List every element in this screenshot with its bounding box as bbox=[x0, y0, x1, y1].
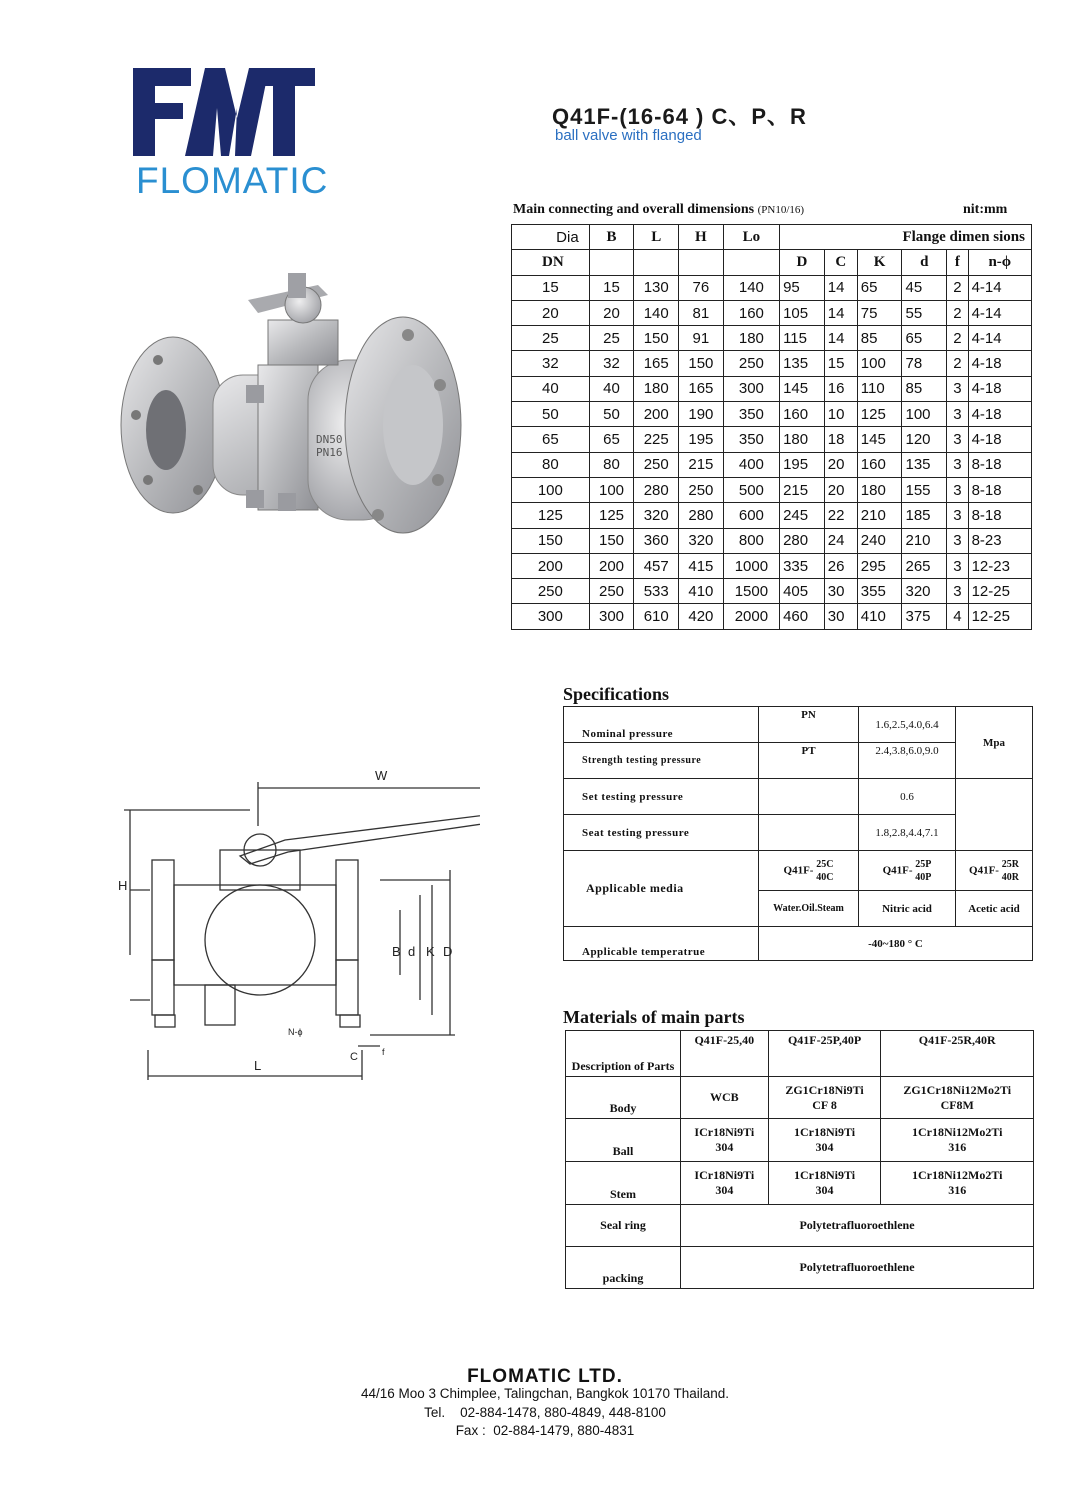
table-cell: 25 bbox=[512, 326, 590, 351]
table-cell: 185 bbox=[902, 503, 947, 528]
table-cell: 200 bbox=[589, 553, 634, 578]
table-cell: 22 bbox=[824, 503, 857, 528]
table-cell: 125 bbox=[589, 503, 634, 528]
table-header-row bbox=[512, 250, 1032, 275]
specifications-title: Specifications bbox=[563, 684, 669, 704]
table-cell: 360 bbox=[634, 528, 679, 553]
table-row bbox=[566, 1205, 1034, 1247]
col-d-lower: d bbox=[902, 250, 947, 275]
table-cell: 180 bbox=[634, 376, 679, 401]
table-cell: 180 bbox=[780, 427, 825, 452]
table-cell: 26 bbox=[824, 553, 857, 578]
table-cell: 14 bbox=[824, 326, 857, 351]
table-row: Ball ICr18Ni9Ti 304 1Cr18Ni9Ti 304 1Cr18Ni12Mo2Ti 316 bbox=[566, 1119, 1034, 1162]
table-cell: 65 bbox=[589, 427, 634, 452]
dimensions-table bbox=[511, 224, 1032, 630]
table-cell: 3 bbox=[947, 477, 968, 502]
table-cell: 50 bbox=[589, 402, 634, 427]
table-cell: 533 bbox=[634, 579, 679, 604]
table-cell: 240 bbox=[857, 528, 902, 553]
col-dia: Dia bbox=[512, 225, 590, 250]
table-cell: 4-18 bbox=[968, 376, 1031, 401]
table-cell: 8-23 bbox=[968, 528, 1031, 553]
table-cell: 3 bbox=[947, 528, 968, 553]
table-row bbox=[564, 815, 1033, 851]
table-cell: 65 bbox=[512, 427, 590, 452]
table-cell: 20 bbox=[512, 300, 590, 325]
table-cell: 375 bbox=[902, 604, 947, 629]
table-row bbox=[564, 851, 1033, 891]
footer-fax: Fax : 02-884-1479, 880-4831 bbox=[455, 1423, 635, 1438]
col-b: B bbox=[589, 225, 634, 250]
valve-drawing bbox=[110, 760, 480, 1090]
spec-nominal-sym: PN bbox=[759, 707, 859, 743]
table-cell: 80 bbox=[589, 452, 634, 477]
table-cell: 120 bbox=[902, 427, 947, 452]
table-row: Body WCB ZG1Cr18Ni9Ti CF 8 ZG1Cr18Ni12Mo2Ti CF8M bbox=[566, 1077, 1034, 1119]
table-cell: 415 bbox=[679, 553, 724, 578]
table-cell: 280 bbox=[634, 477, 679, 502]
table-cell: 100 bbox=[512, 477, 590, 502]
mat-packing-value: Polytetrafluoroethlene bbox=[681, 1247, 1034, 1289]
table-cell: 265 bbox=[902, 553, 947, 578]
table-row bbox=[512, 376, 1032, 401]
table-cell: 200 bbox=[634, 402, 679, 427]
table-cell: 150 bbox=[634, 326, 679, 351]
col-n: n-ϕ bbox=[968, 250, 1031, 275]
table-row bbox=[512, 503, 1032, 528]
table-cell: 350 bbox=[723, 427, 779, 452]
drawing-label-d-small: d bbox=[408, 944, 416, 959]
col-c: C bbox=[824, 250, 857, 275]
table-cell: 14 bbox=[824, 275, 857, 300]
table-cell: 2 bbox=[947, 300, 968, 325]
table-cell: 3 bbox=[947, 427, 968, 452]
table-cell: 160 bbox=[723, 300, 779, 325]
mat-head-part: Description of Parts bbox=[566, 1031, 681, 1077]
table-cell: 295 bbox=[857, 553, 902, 578]
table-cell: 150 bbox=[512, 528, 590, 553]
table-cell: 210 bbox=[857, 503, 902, 528]
table-cell: 457 bbox=[634, 553, 679, 578]
table-cell: 65 bbox=[902, 326, 947, 351]
table-cell: 1500 bbox=[723, 579, 779, 604]
table-cell: 215 bbox=[679, 452, 724, 477]
table-cell: 91 bbox=[679, 326, 724, 351]
table-cell: 200 bbox=[512, 553, 590, 578]
table-cell: 4-18 bbox=[968, 351, 1031, 376]
table-cell: 40 bbox=[589, 376, 634, 401]
table-cell: 2000 bbox=[723, 604, 779, 629]
drawing-label-l: L bbox=[254, 1058, 262, 1073]
table-row bbox=[512, 427, 1032, 452]
table-cell: 160 bbox=[780, 402, 825, 427]
table-cell: 3 bbox=[947, 402, 968, 427]
table-cell: 3 bbox=[947, 376, 968, 401]
mat-part: Body bbox=[566, 1077, 681, 1119]
spec-media-c: Q41F- 25C 40C bbox=[759, 851, 859, 891]
body-marking-pn: PN16 bbox=[316, 446, 343, 459]
table-cell: 405 bbox=[780, 579, 825, 604]
table-row bbox=[566, 1247, 1034, 1289]
table-cell: 3 bbox=[947, 553, 968, 578]
drawing-label-k: K bbox=[426, 944, 435, 959]
materials-table bbox=[565, 1030, 1034, 1289]
table-cell: 1000 bbox=[723, 553, 779, 578]
table-header-row bbox=[566, 1031, 1034, 1077]
drawing-label-n: N-ϕ bbox=[288, 1027, 303, 1037]
table-cell: 15 bbox=[589, 275, 634, 300]
mat-head-p: Q41F-25P,40P bbox=[768, 1031, 881, 1077]
spec-media-p: Q41F- 25P 40P bbox=[859, 851, 956, 891]
table-cell: 105 bbox=[780, 300, 825, 325]
spec-media-label: Applicable media bbox=[564, 851, 759, 927]
table-cell: 180 bbox=[857, 477, 902, 502]
mat-part: Ball bbox=[566, 1119, 681, 1162]
col-k: K bbox=[857, 250, 902, 275]
footer-address: 44/16 Moo 3 Chimplee, Talingchan, Bangkok 10170 Thailand. bbox=[360, 1386, 729, 1401]
table-cell: 130 bbox=[634, 275, 679, 300]
table-cell: 4-14 bbox=[968, 300, 1031, 325]
table-cell: 245 bbox=[780, 503, 825, 528]
table-cell: 3 bbox=[947, 579, 968, 604]
spec-media-fluid-p: Nitric acid bbox=[859, 891, 956, 927]
table-header-row bbox=[512, 225, 1032, 250]
table-cell: 8-18 bbox=[968, 503, 1031, 528]
table-cell: 20 bbox=[824, 477, 857, 502]
table-cell: 3 bbox=[947, 452, 968, 477]
table-cell: 18 bbox=[824, 427, 857, 452]
table-cell: 135 bbox=[780, 351, 825, 376]
table-cell: 250 bbox=[723, 351, 779, 376]
table-cell: 160 bbox=[857, 452, 902, 477]
spec-strength-sym: PT bbox=[759, 743, 859, 779]
dimensions-body bbox=[512, 275, 1032, 629]
table-cell: 100 bbox=[589, 477, 634, 502]
footer-tel: Tel. 02-884-1478, 880-4849, 448-8100 bbox=[424, 1405, 666, 1420]
spec-seat-val: 1.8,2.8,4.4,7.1 bbox=[859, 815, 956, 851]
table-cell: 24 bbox=[824, 528, 857, 553]
table-cell: 16 bbox=[824, 376, 857, 401]
drawing-label-h: H bbox=[118, 878, 128, 893]
drawing-label-f: f bbox=[382, 1047, 385, 1057]
table-cell: 4-18 bbox=[968, 402, 1031, 427]
table-cell: 355 bbox=[857, 579, 902, 604]
table-row bbox=[512, 604, 1032, 629]
table-cell: 8-18 bbox=[968, 477, 1031, 502]
table-cell: 195 bbox=[780, 452, 825, 477]
table-cell: 45 bbox=[902, 275, 947, 300]
table-row bbox=[512, 477, 1032, 502]
table-cell: 155 bbox=[902, 477, 947, 502]
table-cell: 165 bbox=[634, 351, 679, 376]
spec-set-val: 0.6 bbox=[859, 779, 956, 815]
table-cell: 2 bbox=[947, 275, 968, 300]
table-row bbox=[512, 579, 1032, 604]
col-d-upper: D bbox=[780, 250, 825, 275]
table-cell: 55 bbox=[902, 300, 947, 325]
spec-strength-label: Strength testing pressure bbox=[564, 743, 759, 779]
table-cell: 12-25 bbox=[968, 579, 1031, 604]
drawing-label-b: B bbox=[392, 944, 401, 959]
table-row bbox=[512, 351, 1032, 376]
table-cell: 4-14 bbox=[968, 326, 1031, 351]
table-cell: 125 bbox=[857, 402, 902, 427]
table-cell: 150 bbox=[679, 351, 724, 376]
spec-media-fluid-r: Acetic acid bbox=[956, 891, 1033, 927]
table-cell: 32 bbox=[512, 351, 590, 376]
spec-strength-val: 2.4,3.8,6.0,9.0 bbox=[859, 743, 956, 779]
table-cell: 250 bbox=[589, 579, 634, 604]
spec-nominal-val: 1.6,2.5,4.0,6.4 bbox=[859, 707, 956, 743]
table-cell: 320 bbox=[634, 503, 679, 528]
spec-nominal-label: Nominal pressure bbox=[564, 707, 759, 743]
table-cell: 85 bbox=[857, 326, 902, 351]
table-cell: 500 bbox=[723, 477, 779, 502]
table-cell: 165 bbox=[679, 376, 724, 401]
table-cell: 40 bbox=[512, 376, 590, 401]
mat-part: packing bbox=[566, 1247, 681, 1289]
table-cell: 300 bbox=[723, 376, 779, 401]
spec-media-fluid-c: Water.Oil.Steam bbox=[759, 891, 859, 927]
table-cell: 75 bbox=[857, 300, 902, 325]
spec-unit: Mpa bbox=[956, 707, 1033, 779]
table-cell: 20 bbox=[824, 452, 857, 477]
table-cell: 100 bbox=[857, 351, 902, 376]
table-cell: 4-18 bbox=[968, 427, 1031, 452]
table-cell: 350 bbox=[723, 402, 779, 427]
table-cell: 280 bbox=[780, 528, 825, 553]
spec-seat-label: Seat testing pressure bbox=[564, 815, 759, 851]
table-row bbox=[512, 275, 1032, 300]
table-row bbox=[512, 402, 1032, 427]
table-cell: 20 bbox=[589, 300, 634, 325]
body-marking-dn: DN50 bbox=[316, 433, 343, 446]
table-row: Stem ICr18Ni9Ti 304 1Cr18Ni9Ti 304 1Cr18Ni12Mo2Ti 316 bbox=[566, 1162, 1034, 1205]
mat-part: Stem bbox=[566, 1162, 681, 1205]
materials-title: Materials of main parts bbox=[563, 1007, 745, 1027]
table-cell: 81 bbox=[679, 300, 724, 325]
table-cell: 12-23 bbox=[968, 553, 1031, 578]
table-cell: 320 bbox=[679, 528, 724, 553]
table-cell: 80 bbox=[512, 452, 590, 477]
mat-head-c: Q41F-25,40 bbox=[681, 1031, 769, 1077]
table-cell: 4-14 bbox=[968, 275, 1031, 300]
mat-part: Seal ring bbox=[566, 1205, 681, 1247]
specifications-table bbox=[563, 706, 1033, 961]
table-cell: 50 bbox=[512, 402, 590, 427]
col-h: H bbox=[679, 225, 724, 250]
table-row bbox=[512, 326, 1032, 351]
table-cell: 250 bbox=[634, 452, 679, 477]
table-cell: 25 bbox=[589, 326, 634, 351]
table-cell: 215 bbox=[780, 477, 825, 502]
table-row bbox=[512, 553, 1032, 578]
table-cell: 100 bbox=[902, 402, 947, 427]
table-cell: 12-25 bbox=[968, 604, 1031, 629]
table-row bbox=[512, 528, 1032, 553]
drawing-label-d-upper: D bbox=[443, 944, 453, 959]
table-cell: 610 bbox=[634, 604, 679, 629]
table-cell: 410 bbox=[679, 579, 724, 604]
table-cell: 140 bbox=[634, 300, 679, 325]
table-cell: 145 bbox=[857, 427, 902, 452]
table-cell: 140 bbox=[723, 275, 779, 300]
table-row bbox=[564, 707, 1033, 743]
spec-set-label: Set testing pressure bbox=[564, 779, 759, 815]
table-cell: 300 bbox=[512, 604, 590, 629]
model-title: Q41F-(16-64 ) C、P、R bbox=[552, 104, 807, 129]
drawing-label-c: C bbox=[350, 1051, 358, 1063]
table-cell: 15 bbox=[512, 275, 590, 300]
dimensions-title: Main connecting and overall dimensions (PN10/16) bbox=[513, 202, 805, 217]
mat-head-r: Q41F-25R,40R bbox=[881, 1031, 1034, 1077]
fmt-logo bbox=[133, 68, 315, 156]
spec-media-r: Q41F- 25R 40R bbox=[956, 851, 1033, 891]
col-lo: Lo bbox=[723, 225, 779, 250]
table-cell: 30 bbox=[824, 604, 857, 629]
spec-temp-label: Applicable temperatrue bbox=[564, 927, 759, 961]
table-cell: 4 bbox=[947, 604, 968, 629]
table-cell: 85 bbox=[902, 376, 947, 401]
table-cell: 15 bbox=[824, 351, 857, 376]
table-cell: 65 bbox=[857, 275, 902, 300]
table-cell: 150 bbox=[589, 528, 634, 553]
brand-wordmark: FLOMATIC bbox=[136, 160, 329, 201]
table-cell: 320 bbox=[902, 579, 947, 604]
table-cell: 335 bbox=[780, 553, 825, 578]
dimensions-unit: nit:mm bbox=[963, 202, 1008, 217]
table-cell: 280 bbox=[679, 503, 724, 528]
table-cell: 3 bbox=[947, 503, 968, 528]
table-row bbox=[564, 927, 1033, 961]
col-dn: DN bbox=[512, 250, 590, 275]
table-cell: 14 bbox=[824, 300, 857, 325]
valve-photo bbox=[118, 265, 463, 565]
table-cell: 145 bbox=[780, 376, 825, 401]
table-cell: 250 bbox=[512, 579, 590, 604]
table-cell: 110 bbox=[857, 376, 902, 401]
table-cell: 95 bbox=[780, 275, 825, 300]
table-cell: 250 bbox=[679, 477, 724, 502]
table-cell: 76 bbox=[679, 275, 724, 300]
table-cell: 78 bbox=[902, 351, 947, 376]
table-cell: 8-18 bbox=[968, 452, 1031, 477]
table-cell: 225 bbox=[634, 427, 679, 452]
table-cell: 300 bbox=[589, 604, 634, 629]
table-cell: 10 bbox=[824, 402, 857, 427]
table-cell: 2 bbox=[947, 326, 968, 351]
col-flange: Flange dimen sions bbox=[780, 225, 1032, 250]
table-cell: 2 bbox=[947, 351, 968, 376]
table-cell: 32 bbox=[589, 351, 634, 376]
drawing-label-w: W bbox=[375, 768, 388, 783]
table-cell: 180 bbox=[723, 326, 779, 351]
table-row bbox=[512, 452, 1032, 477]
col-f: f bbox=[947, 250, 968, 275]
table-cell: 190 bbox=[679, 402, 724, 427]
table-cell: 125 bbox=[512, 503, 590, 528]
table-cell: 30 bbox=[824, 579, 857, 604]
table-cell: 800 bbox=[723, 528, 779, 553]
table-cell: 420 bbox=[679, 604, 724, 629]
mat-seal-value: Polytetrafluoroethlene bbox=[681, 1205, 1034, 1247]
table-cell: 115 bbox=[780, 326, 825, 351]
product-subtitle: ball valve with flanged bbox=[555, 127, 702, 144]
table-cell: 600 bbox=[723, 503, 779, 528]
footer-company: FLOMATIC LTD. bbox=[467, 1366, 623, 1387]
table-cell: 210 bbox=[902, 528, 947, 553]
table-cell: 410 bbox=[857, 604, 902, 629]
table-row bbox=[512, 300, 1032, 325]
spec-temp-val: -40~180 ° C bbox=[759, 927, 1033, 961]
table-cell: 400 bbox=[723, 452, 779, 477]
col-l: L bbox=[634, 225, 679, 250]
table-row bbox=[564, 779, 1033, 815]
table-cell: 135 bbox=[902, 452, 947, 477]
table-cell: 460 bbox=[780, 604, 825, 629]
table-cell: 195 bbox=[679, 427, 724, 452]
